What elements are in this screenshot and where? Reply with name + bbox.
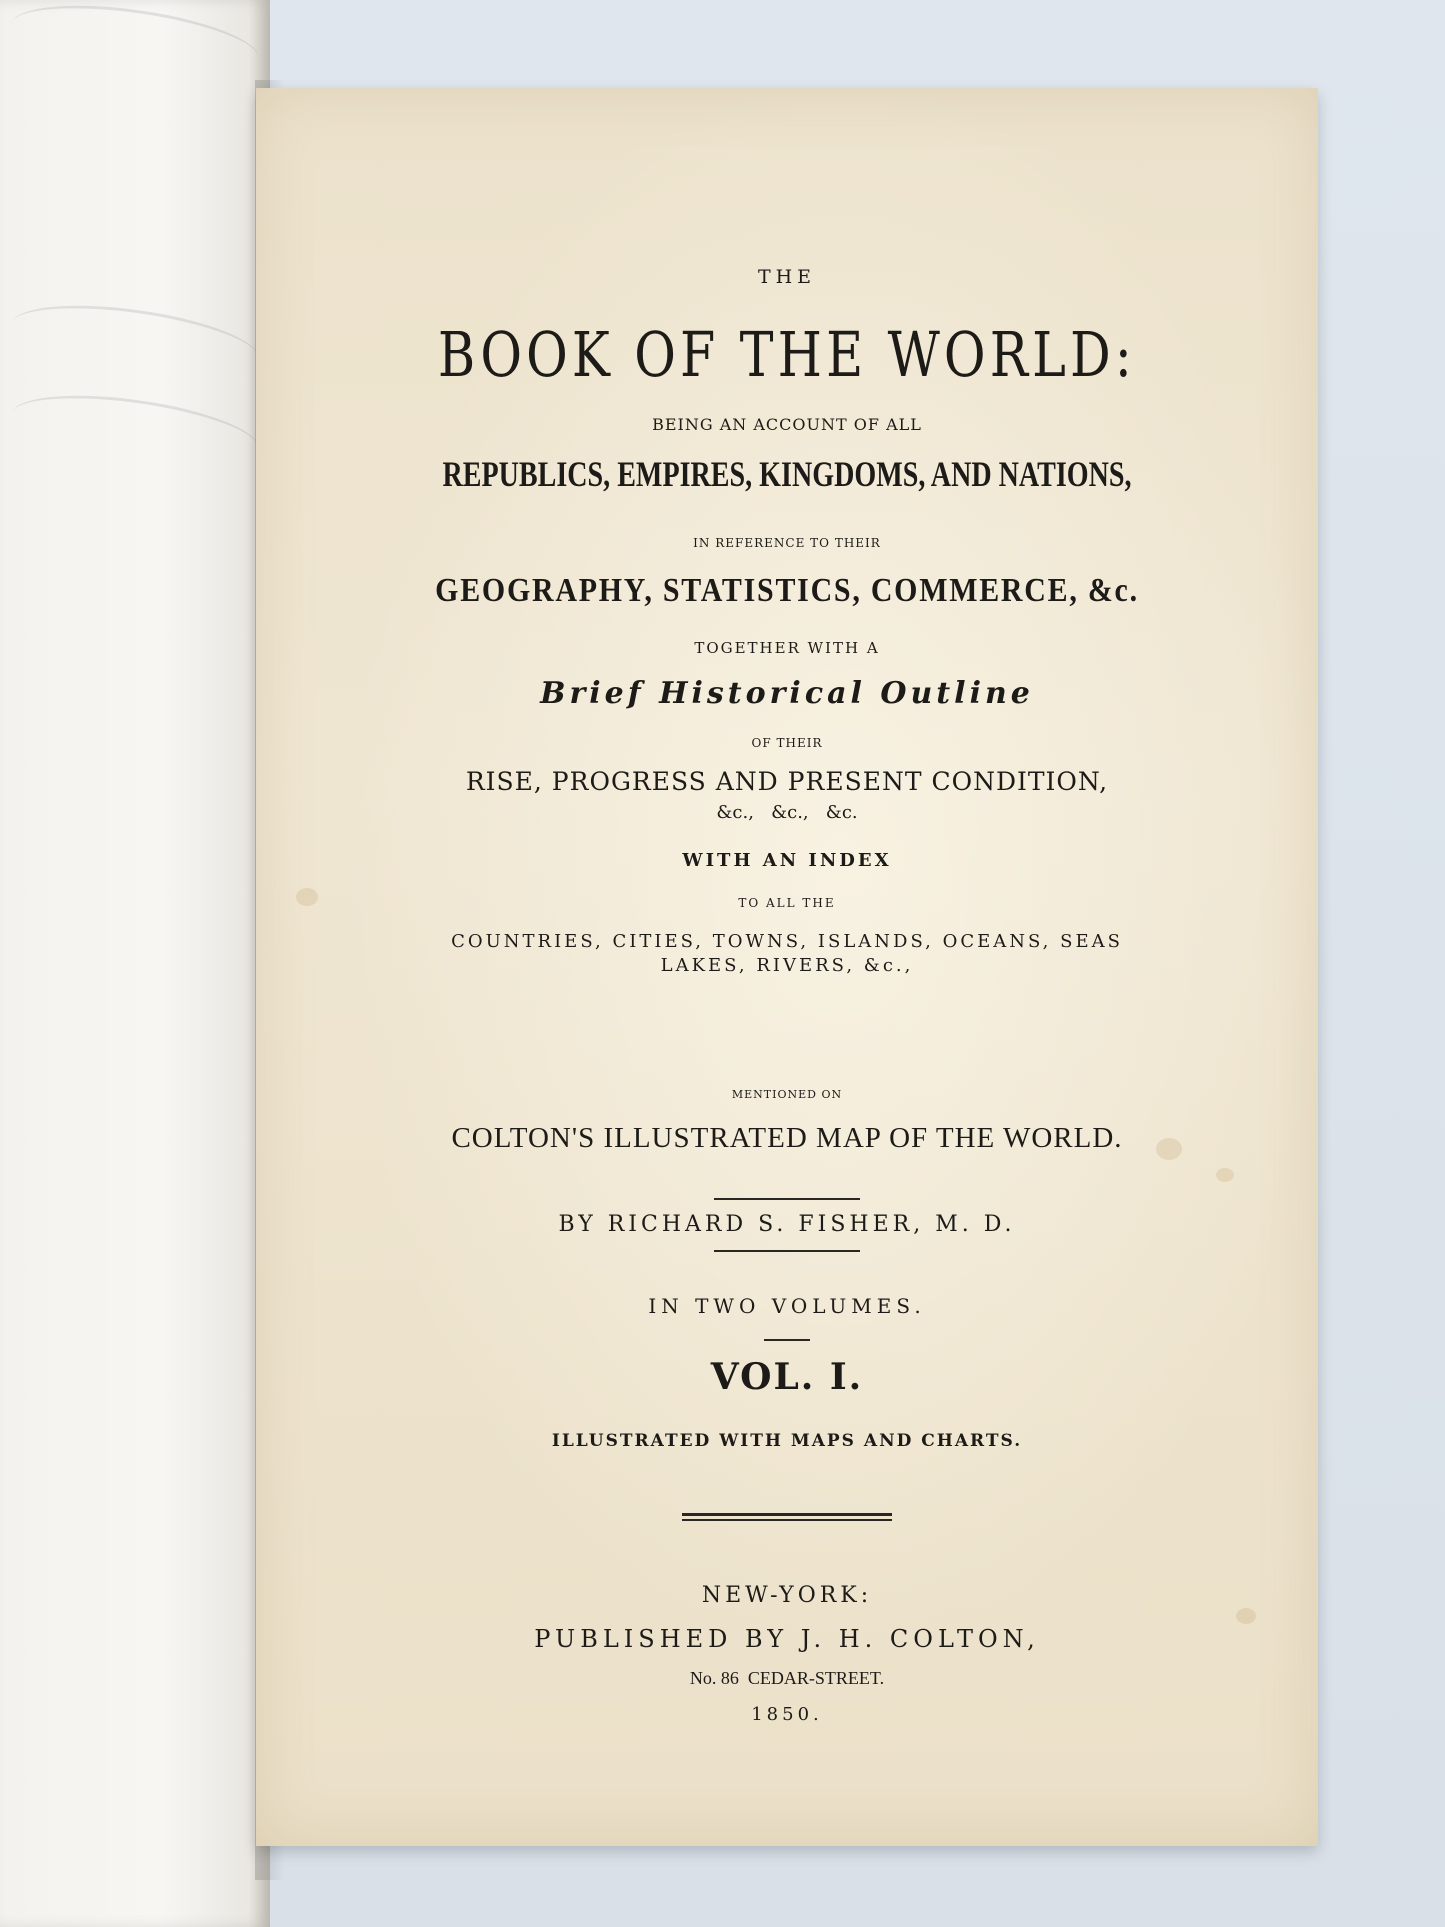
place-line: NEW-YORK: — [701, 1583, 873, 1608]
subtitle-line: RISE, PROGRESS AND PRESENT CONDITION, — [465, 767, 1109, 796]
pencil-inscription — [7, 0, 263, 90]
subtitle-line: REPUBLICS, EMPIRES, KINGDOMS, AND NATIONS, — [442, 454, 1132, 494]
author-line: BY RICHARD S. FISHER, M. D. — [558, 1212, 1016, 1237]
subtitle-line: LAKES, RIVERS, &c., — [660, 955, 914, 976]
subtitle-line: BEING AN ACCOUNT OF ALL — [652, 415, 922, 434]
author-top-rule — [256, 1198, 1318, 1200]
address-line: No. 86 CEDAR-STREET. — [689, 1668, 885, 1688]
left-facing-page — [0, 0, 270, 1927]
double-rule — [256, 1513, 1318, 1521]
subtitle-line: COUNTRIES, CITIES, TOWNS, ISLANDS, OCEANS, SEAS — [451, 931, 1123, 952]
foxing-spot — [1216, 1168, 1234, 1182]
subtitle-line: WITH AN INDEX — [682, 850, 892, 871]
title-the: THE — [757, 266, 817, 288]
subtitle-line: &c., &c., &c. — [716, 802, 858, 823]
pencil-inscription — [7, 383, 263, 480]
subtitle-line: TOGETHER WITH A — [694, 639, 880, 657]
subtitle-line: IN REFERENCE TO THEIR — [693, 536, 881, 550]
foxing-spot — [1236, 1608, 1256, 1624]
volume-number: VOL. I. — [710, 1356, 864, 1398]
volumes-line: IN TWO VOLUMES. — [648, 1294, 926, 1318]
subtitle-line: MENTIONED ON — [731, 1088, 843, 1101]
subtitle-line: GEOGRAPHY, STATISTICS, COMMERCE, &c. — [435, 572, 1139, 609]
subtitle-line: OF THEIR — [751, 736, 823, 750]
publisher-line: PUBLISHED BY J. H. COLTON, — [534, 1625, 1040, 1653]
volume-rule — [256, 1339, 1318, 1341]
title-page — [256, 88, 1318, 1846]
subtitle-line: TO ALL THE — [738, 896, 836, 910]
illustrated-line: ILLUSTRATED WITH MAPS AND CHARTS. — [551, 1431, 1023, 1451]
author-bottom-rule — [256, 1250, 1318, 1252]
main-title: BOOK OF THE WORLD: — [437, 318, 1137, 391]
subtitle-line: COLTON'S ILLUSTRATED MAP OF THE WORLD. — [451, 1122, 1123, 1154]
pencil-inscription — [7, 293, 263, 390]
subtitle-blackletter: Brief Historical Outline — [540, 676, 1034, 711]
year-line: 1850. — [751, 1704, 823, 1725]
